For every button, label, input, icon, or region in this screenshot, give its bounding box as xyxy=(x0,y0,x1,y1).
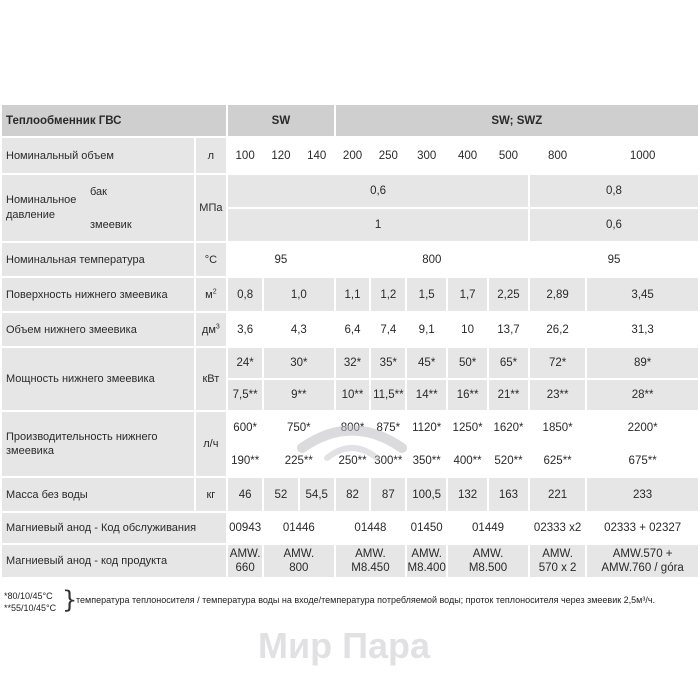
cell xyxy=(336,545,406,577)
cell: 2,25 xyxy=(489,278,528,311)
cell: 95 xyxy=(228,243,333,276)
cell: 10 xyxy=(448,313,487,346)
footnote-star2: **55/10/45°C xyxy=(4,603,57,613)
row-unit: кг xyxy=(196,478,227,511)
row-volume xyxy=(2,138,698,173)
cell: 1,0 xyxy=(264,278,334,311)
cell: 500 xyxy=(489,138,528,173)
cell: 32* xyxy=(336,348,370,378)
cell: 0,6 xyxy=(530,209,698,241)
cell: 24* xyxy=(228,348,262,378)
cell: 100,5 xyxy=(407,478,446,511)
cell: 54,5 xyxy=(300,478,334,511)
cell xyxy=(587,545,698,577)
cell: 190** xyxy=(228,445,262,476)
cell: 95 xyxy=(530,243,698,276)
cell: 13,7 xyxy=(489,313,528,346)
cell: 45* xyxy=(407,348,446,378)
cell: 0,8 xyxy=(530,175,698,207)
cell: 1 xyxy=(228,209,528,241)
cell: 11,5** xyxy=(371,380,405,410)
row-unit: л/ч xyxy=(196,412,227,476)
row-label: Номинальный объем xyxy=(2,138,194,173)
pressure-coil-label: змеевик xyxy=(90,218,132,231)
cell: 31,3 xyxy=(587,313,698,346)
cell xyxy=(530,545,585,577)
cell: 28** xyxy=(587,380,698,410)
cell: 10** xyxy=(336,380,370,410)
cell: 3,6 xyxy=(228,313,262,346)
cell-line: AMW. xyxy=(283,548,315,560)
cell: 01449 xyxy=(448,513,528,543)
cell: 120 xyxy=(264,138,298,173)
cell: 350** xyxy=(407,445,446,476)
row-productivity-top xyxy=(2,412,698,443)
unit-sup: 3 xyxy=(215,322,220,330)
cell: 132 xyxy=(448,478,487,511)
row-surface xyxy=(2,278,698,311)
cell: 87 xyxy=(371,478,405,511)
cell: 01446 xyxy=(264,513,334,543)
cell: 1120* xyxy=(407,412,446,443)
row-temperature xyxy=(2,243,698,276)
unit-base: дм xyxy=(201,323,216,336)
cell xyxy=(407,545,446,577)
cell: 250 xyxy=(371,138,405,173)
cell xyxy=(264,545,334,577)
row-unit: °C xyxy=(196,243,227,276)
cell: 140 xyxy=(300,138,334,173)
cell: 52 xyxy=(264,478,298,511)
cell: 14** xyxy=(407,380,446,410)
footnote-text: температура теплоносителя / температура воды на входе/температура потребляемой воды; проток теплоносителя через змеевик 2,5м³/ч. xyxy=(76,595,656,605)
cell: 46 xyxy=(228,478,262,511)
unit-sup: 2 xyxy=(212,287,217,295)
cell: 0,6 xyxy=(228,175,528,207)
cell: 72* xyxy=(530,348,585,378)
footnote-markers xyxy=(4,590,56,614)
cell-line: AMW.570 + xyxy=(612,548,673,560)
cell: 163 xyxy=(489,478,528,511)
cell: 01450 xyxy=(407,513,446,543)
cell: 800 xyxy=(530,138,585,173)
pressure-tank-label: бак xyxy=(90,185,107,198)
cell: 800 xyxy=(336,243,528,276)
row-coil-volume xyxy=(2,313,698,346)
row-unit xyxy=(196,278,227,311)
pressure-label: Номинальное давление xyxy=(6,194,77,221)
row-label: Поверхность нижнего змеевика xyxy=(2,278,194,311)
cell: 1,7 xyxy=(448,278,487,311)
cell: 65* xyxy=(489,348,528,378)
cell: 3,45 xyxy=(587,278,698,311)
cell: 1,5 xyxy=(407,278,446,311)
cell-line: AMW. xyxy=(542,548,573,560)
cell: 4,3 xyxy=(264,313,334,346)
cell: 2200* xyxy=(587,412,698,443)
cell: 2,89 xyxy=(530,278,585,311)
cell: 300** xyxy=(371,445,405,476)
cell: 400** xyxy=(448,445,487,476)
cell: 300 xyxy=(407,138,446,173)
cell-line: M8.400 xyxy=(407,562,446,574)
cell: 1,2 xyxy=(371,278,405,311)
cell: 26,2 xyxy=(530,313,585,346)
cell xyxy=(228,545,262,577)
row-label: Масса без воды xyxy=(2,478,194,511)
cell: 1000 xyxy=(587,138,698,173)
row-unit: кВт xyxy=(196,348,227,410)
cell: 01448 xyxy=(336,513,406,543)
row-label: Магниевый анод - Код обслуживания xyxy=(2,513,226,543)
cell: 600* xyxy=(228,412,262,443)
header-title: Теплообменник ГВС xyxy=(2,105,226,136)
spec-table-container xyxy=(0,103,700,579)
cell-line: AMW. xyxy=(229,548,261,560)
row-anode-service xyxy=(2,513,698,543)
row-mass xyxy=(2,478,698,511)
cell: 1850* xyxy=(530,412,585,443)
table-header-row xyxy=(2,105,698,136)
cell: 675** xyxy=(587,445,698,476)
cell: 221 xyxy=(530,478,585,511)
row-anode-product xyxy=(2,545,698,577)
cell: 9,1 xyxy=(407,313,446,346)
row-label: Объем нижнего змеевика xyxy=(2,313,194,346)
cell: 875* xyxy=(371,412,405,443)
cell-line: AMW.760 / góra xyxy=(601,562,684,574)
cell-line: AMW. xyxy=(411,548,442,560)
cell: 00943 xyxy=(228,513,262,543)
row-pressure-tank xyxy=(2,175,698,207)
row-power-top xyxy=(2,348,698,378)
header-group-sw: SW xyxy=(228,105,333,136)
cell: 0,8 xyxy=(228,278,262,311)
cell-line: AMW. xyxy=(355,548,386,560)
cell: 1,1 xyxy=(336,278,370,311)
row-unit xyxy=(196,313,227,346)
cell: 23** xyxy=(530,380,585,410)
unit-base: м xyxy=(205,288,213,301)
row-unit: л xyxy=(196,138,227,173)
cell: 625** xyxy=(530,445,585,476)
cell: 1250* xyxy=(448,412,487,443)
row-label: Магниевый анод - код продукта xyxy=(2,545,226,577)
cell-line: 570 x 2 xyxy=(538,562,577,574)
cell: 02333 + 02327 xyxy=(587,513,698,543)
cell: 225** xyxy=(264,445,334,476)
header-group-swz: SW; SWZ xyxy=(336,105,698,136)
cell: 6,4 xyxy=(336,313,370,346)
cell: 82 xyxy=(336,478,370,511)
cell: 200 xyxy=(336,138,370,173)
cell: 400 xyxy=(448,138,487,173)
row-label: Мощность нижнего змеевика xyxy=(2,348,194,410)
cell: 250** xyxy=(336,445,370,476)
cell: 800* xyxy=(336,412,370,443)
cell-line: M8.450 xyxy=(351,562,390,574)
row-label xyxy=(2,175,194,241)
cell: 9** xyxy=(264,380,334,410)
spec-table xyxy=(0,103,700,579)
row-unit: МПа xyxy=(196,175,227,241)
cell: 02333 x2 xyxy=(530,513,585,543)
cell: 30* xyxy=(264,348,334,378)
cell: 35* xyxy=(371,348,405,378)
cell-line: 660 xyxy=(235,562,255,574)
cell: 233 xyxy=(587,478,698,511)
watermark-text: Мир Пара xyxy=(258,625,431,666)
cell: 50* xyxy=(448,348,487,378)
cell: 100 xyxy=(228,138,262,173)
cell-line: 800 xyxy=(289,562,309,574)
cell-line: M8.500 xyxy=(468,562,508,574)
cell: 89* xyxy=(587,348,698,378)
cell-line: AMW. xyxy=(472,548,504,560)
cell: 520** xyxy=(489,445,528,476)
row-label: Производительность нижнего змеевика xyxy=(2,412,194,476)
brace-icon: } xyxy=(62,586,78,614)
cell: 7,5** xyxy=(228,380,262,410)
cell: 16** xyxy=(448,380,487,410)
cell: 21** xyxy=(489,380,528,410)
cell xyxy=(448,545,528,577)
row-label: Номинальная температура xyxy=(2,243,194,276)
cell: 1620* xyxy=(489,412,528,443)
cell: 7,4 xyxy=(371,313,405,346)
cell: 750* xyxy=(264,412,334,443)
footnote-star1: *80/10/45°C xyxy=(4,591,53,601)
